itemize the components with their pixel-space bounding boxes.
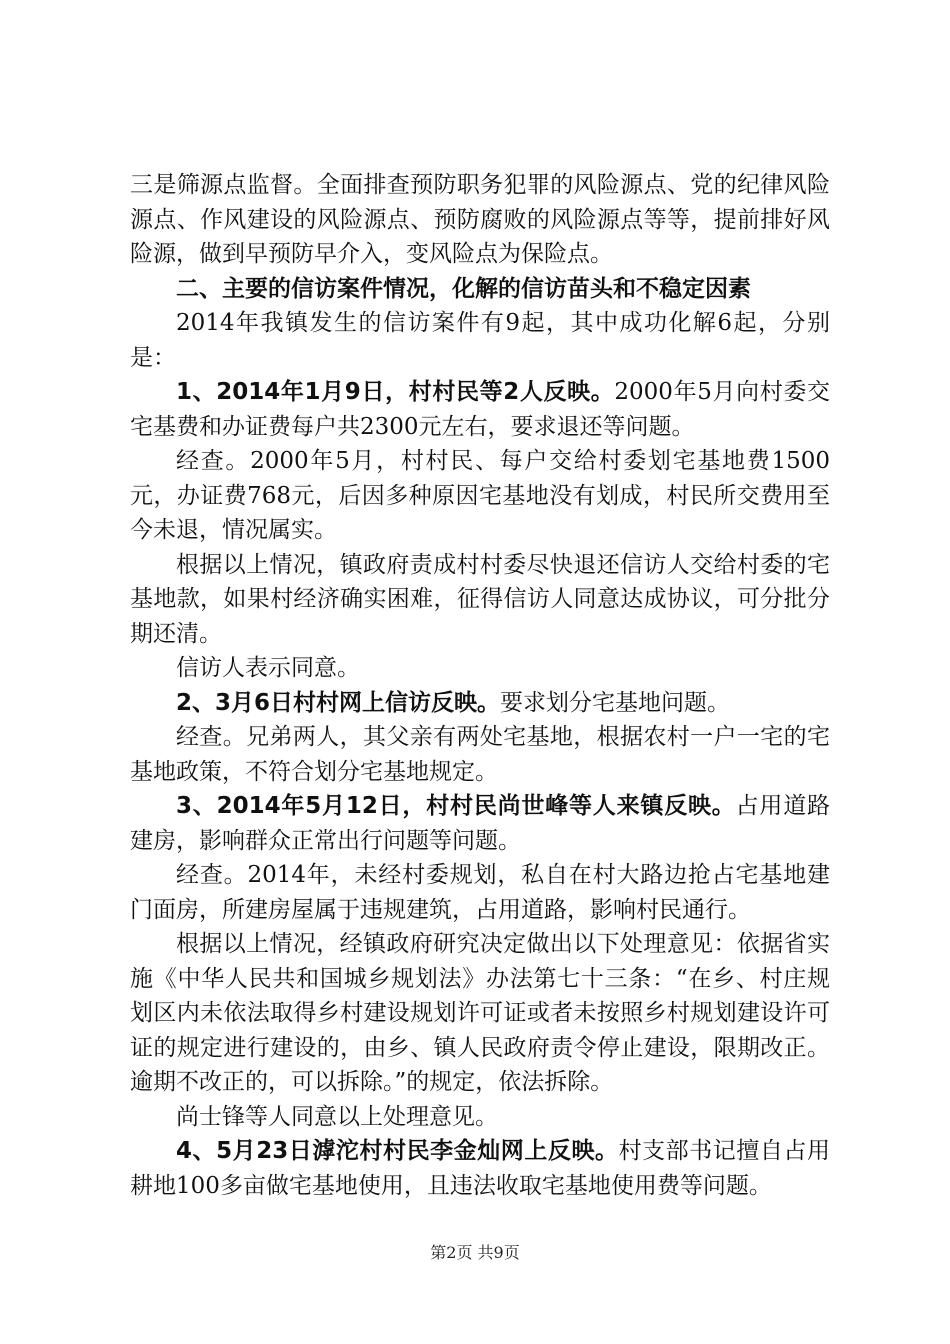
case-1-decision: 根据以上情况，镇政府责成村村委尽快退还信访人交给村委的宅基地款，如果村经济确实困难，征得信访人同意达成协议，可分批分期还清。 xyxy=(130,551,830,647)
case-1-text: 2000年5月向村委交宅基费和办证费每户共2300元左右，要求退还等问题。 xyxy=(130,379,830,440)
case-3-investigation: 经查。2014年，未经村委规划，私自在村大路边抢占宅基地建门面房，所建房屋属于违规建筑，占用道路，影响村民通行。 xyxy=(130,862,830,923)
case-3-result: 尚士锋等人同意以上处理意见。 xyxy=(176,1103,498,1130)
case-2 xyxy=(130,686,830,721)
case-1 xyxy=(130,375,830,444)
case-4 xyxy=(130,1134,830,1203)
case-3-decision: 根据以上情况，经镇政府研究决定做出以下处理意见：依据省实施《中华人民共和国城乡规划法》办法第七十三条：“在乡、村庄规划区内未依法取得乡村建设规划许可证或者未按照乡村规划建设许可证的规定进行建设的，由乡、镇人民政府责令停止建设，限期改正。逾期不改正的，可以拆除。”的规定，依法拆除。 xyxy=(130,931,830,1095)
section-heading: 二、主要的信访案件情况，化解的信访苗头和不稳定因素 xyxy=(176,275,751,302)
case-2-text: 要求划分宅基地问题。 xyxy=(500,689,731,716)
paragraph-screening: 三是筛源点监督。全面排查预防职务犯罪的风险源点、党的纪律风险源点、作风建设的风险源点、预防腐败的风险源点等等，提前排好风险源，做到早预防早介入，变风险点为保险点。 xyxy=(130,172,830,267)
case-1-lead: 1、2014年1月9日，村村民等2人反映。 xyxy=(176,379,615,405)
case-3 xyxy=(130,789,830,858)
case-4-lead: 4、5月23日滹沱村村民李金灿网上反映。 xyxy=(176,1138,619,1164)
case-2-lead: 2、3月6日村村网上信访反映。 xyxy=(176,689,501,716)
case-1-investigation: 经查。2000年5月，村村民、每户交给村委划宅基地费1500元，办证费768元，后因多种原因宅基地没有划成，村民所交费用至今未退，情况属实。 xyxy=(130,448,830,543)
case-4-text: 村支部书记擅自占用耕地100多亩做宅基地使用，且违法收取宅基地使用费等问题。 xyxy=(130,1138,831,1199)
document-body xyxy=(130,168,830,1203)
case-1-result: 信访人表示同意。 xyxy=(176,655,360,681)
case-2-investigation: 经查。兄弟两人，其父亲有两处宅基地，根据农村一户一宅的宅基地政策，不符合划分宅基地规定。 xyxy=(130,724,830,785)
page-footer: 第2页 共9页 xyxy=(430,1243,520,1262)
case-3-lead: 3、2014年5月12日，村村民尚世峰等人来镇反映。 xyxy=(176,793,736,819)
paragraph-summary: 2014年我镇发生的信访案件有9起，其中成功化解6起，分别是： xyxy=(130,310,830,371)
case-3-text: 占用道路建房，影响群众正常出行问题等问题。 xyxy=(130,793,831,854)
